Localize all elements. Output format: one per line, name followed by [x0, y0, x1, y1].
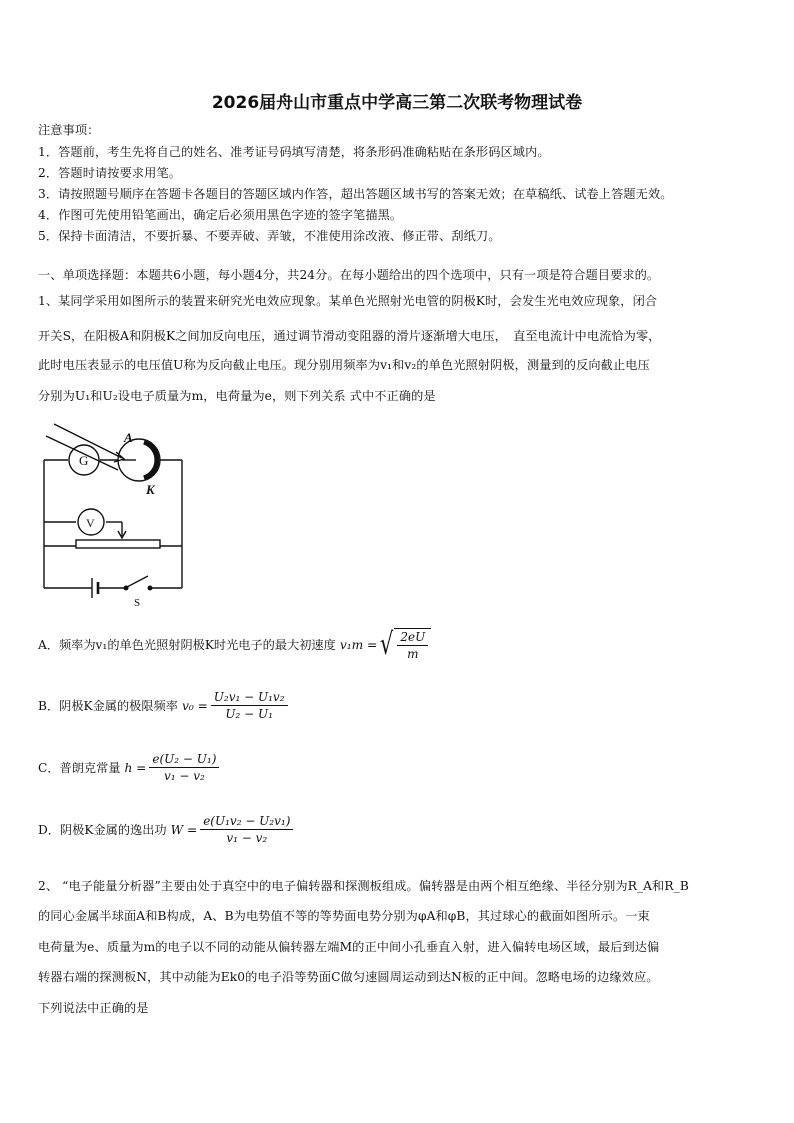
- option-c-text: C．普朗克常量: [38, 761, 121, 775]
- option-d-text: D．阴极K金属的逸出功: [38, 823, 167, 837]
- question-2-text: 2、 “电子能量分析器”主要由处于真空中的电子偏转器和探测板组成。偏转器是由两个相互绝缘、半径分别为R_A和R_B: [38, 879, 689, 893]
- option-b-lhs: v₀ =: [181, 698, 208, 713]
- option-a-numerator: 2eU: [397, 630, 428, 646]
- option-b-denominator: U₂ − U₁: [225, 707, 273, 721]
- note-item: 5．保持卡面清洁，不要折暴、不要弄破、弄皱，不准使用涂改液、修正带、刮纸刀。: [38, 229, 501, 243]
- question-2-text: 电荷量为e、质量为m的电子以不同的动能从偏转器左端M的正中间小孔垂直入射，进入偏转电场区域，最后到达偏: [38, 940, 660, 954]
- option-c: [38, 752, 222, 783]
- question-2-text: 的同心金属半球面A和B构成，A、B为电势值不等的等势面电势分别为φA和φB，其过球心的截面如图所示。一束: [38, 909, 650, 923]
- option-d: [38, 814, 296, 845]
- option-d-lhs: W =: [170, 822, 198, 837]
- switch-icon: [127, 576, 148, 587]
- option-a-text: A．频率为v₁的单色光照射阴极K时光电子的最大初速度: [38, 638, 336, 652]
- galvanometer-label: G: [79, 453, 89, 468]
- notes-heading: 注意事项：: [38, 123, 100, 137]
- option-c-lhs: h =: [124, 760, 147, 775]
- switch-label: S: [134, 597, 141, 609]
- section-heading: 一、单项选择题：本题共6小题，每小题4分，共24分。在每小题给出的四个选项中，只有一项是符合题目要求的。: [38, 268, 660, 282]
- option-a: [38, 628, 431, 661]
- photoelectric-circuit-diagram: [36, 412, 192, 612]
- cathode-label: K: [146, 482, 155, 497]
- option-d-numerator: e(U₁v₂ − U₂v₁): [200, 814, 293, 830]
- square-root: [377, 628, 431, 661]
- option-a-denominator: m: [407, 647, 419, 661]
- option-a-lhs: v₁m =: [339, 637, 378, 652]
- cathode-plate: [144, 442, 157, 478]
- option-b-text: B．阴极K金属的极限频率: [38, 699, 178, 713]
- anode-label: A: [124, 430, 133, 445]
- option-b: [38, 690, 291, 721]
- option-c-numerator: e(U₂ − U₁): [149, 752, 219, 768]
- question-1-text: 分别为U₁和U₂设电子质量为m，电荷量为e，则下列关系 式中不正确的是: [38, 389, 436, 403]
- rheostat: [76, 540, 160, 548]
- question-1-text: 1、某同学采用如图所示的装置来研究光电效应现象。某单色光照射光电管的阴极K时，会发生光电效应现象，闭合: [38, 294, 658, 308]
- note-item: 3．请按照题号顺序在答题卡各题目的答题区域内作答，超出答题区域书写的答案无效；在草稿纸、试卷上答题无效。: [38, 187, 673, 201]
- question-2-text: 转器右端的探测板N，其中动能为Ek0的电子沿等势面C做匀速圆周运动到达N板的正中间。忽略电场的边缘效应。: [38, 970, 659, 984]
- radical-icon: √: [380, 626, 394, 662]
- question-2-text: 下列说法中正确的是: [38, 1001, 149, 1015]
- note-item: 4．作图可先使用铅笔画出，确定后必须用黑色字迹的签字笔描黑。: [38, 208, 403, 222]
- page-title: 2026届舟山市重点中学高三第二次联考物理试卷: [211, 93, 583, 113]
- option-b-numerator: U₂v₁ − U₁v₂: [211, 690, 288, 706]
- note-item: 1．答题前，考生先将自己的姓名、准考证号码填写清楚，将条形码准确粘贴在条形码区域内。: [38, 145, 550, 159]
- option-d-denominator: v₁ − v₂: [226, 831, 268, 845]
- voltmeter-label: V: [86, 516, 95, 530]
- option-c-denominator: v₁ − v₂: [163, 769, 205, 783]
- question-1-text: 此时电压表显示的电压值U称为反向截止电压。现分别用频率为v₁和v₂的单色光照射阴极，测量到的反向截止电压: [38, 358, 650, 372]
- note-item: 2．答题时请按要求用笔。: [38, 166, 182, 180]
- question-1-text: 开关S，在阳极A和阴极K之间加反向电压，通过调节滑动变阻器的滑片逐渐增大电压， 直至电流计中电流恰为零，: [38, 329, 661, 343]
